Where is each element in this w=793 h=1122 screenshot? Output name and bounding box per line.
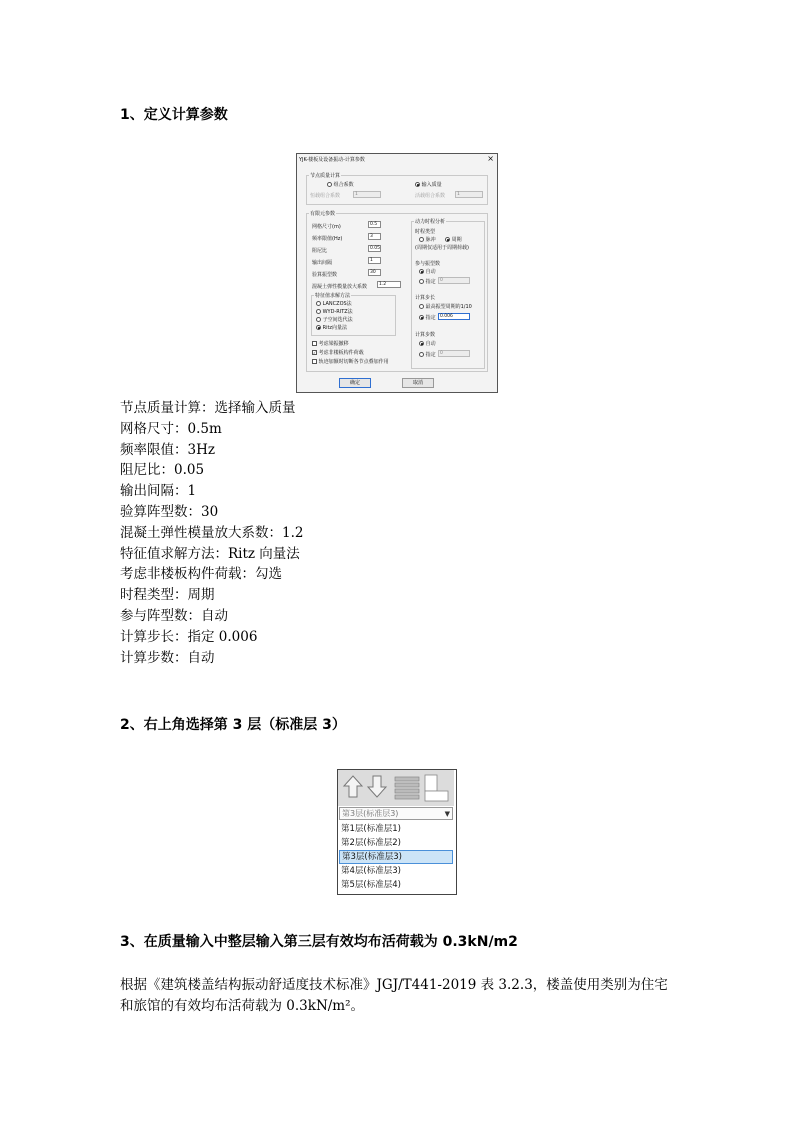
radio-icon xyxy=(316,325,321,330)
param-item: 验算阵型数：30 xyxy=(120,503,219,520)
history-pulse-label: 脉冲 xyxy=(425,237,436,243)
pm-input[interactable]: 0 xyxy=(438,277,470,284)
checkbox-icon xyxy=(312,359,317,364)
pm-spec-label: 指定 xyxy=(425,279,436,285)
beam-check-label: 考虑梁振撤移 xyxy=(318,341,349,347)
concrete-factor-input[interactable]: 1.2 xyxy=(377,281,401,288)
section-1-heading: 1、定义计算参数 xyxy=(120,107,228,123)
option-group-coef[interactable] xyxy=(327,181,354,188)
radio-icon xyxy=(419,315,424,320)
step-spec-option[interactable] xyxy=(419,314,436,321)
radio-icon xyxy=(415,182,420,187)
history-period-label: 周期 xyxy=(451,237,462,243)
option-group-coef-label: 组合系数 xyxy=(333,182,354,188)
param-item: 输出间隔：1 xyxy=(120,483,197,500)
participating-modes-label: 参与振型数 xyxy=(415,261,441,267)
param-item: 特征值求解方法：Ritz 向量法 xyxy=(120,545,300,562)
nonslab-check-label: 考虑非楼板构件荷载 xyxy=(318,350,364,356)
floor-toolbar xyxy=(338,770,454,806)
floor-option[interactable]: 第4层(标准层3) xyxy=(341,866,401,876)
arrow-down-icon[interactable] xyxy=(368,776,386,797)
param-item: 混凝土弹性模量放大系数：1.2 xyxy=(120,524,304,541)
eigen-method-group-label: 特征值求解方法 xyxy=(315,293,351,299)
chevron-down-icon[interactable]: ▼ xyxy=(444,810,450,818)
ok-button[interactable]: 确定 xyxy=(339,378,371,388)
node-check[interactable] xyxy=(312,358,389,365)
history-period-option[interactable] xyxy=(445,236,462,243)
floor-select-value: 第3层(标准层3) xyxy=(342,809,399,818)
steps-spec-label: 指定 xyxy=(425,352,436,358)
step-size-label: 计算步长 xyxy=(415,295,436,301)
history-type-label: 时程类型 xyxy=(415,229,436,235)
dead-coef-input[interactable]: 1 xyxy=(353,191,381,198)
floor-view-icon[interactable] xyxy=(425,775,448,801)
floor-option[interactable]: 第1层(标准层1) xyxy=(341,824,401,834)
eigen-ritz-option[interactable] xyxy=(316,324,347,331)
cancel-button[interactable]: 取消 xyxy=(402,378,434,388)
radio-icon xyxy=(327,182,332,187)
param-list xyxy=(120,398,303,668)
eigen-wyd-ritz-label: WYD-RITZ法 xyxy=(322,309,353,315)
param-item: 阻尼比：0.05 xyxy=(120,462,205,479)
dialog-title: YJK-楼板及设备振动-计算参数 xyxy=(299,157,365,163)
freq-label: 频率限值(Hz) xyxy=(312,236,343,242)
floor-option[interactable]: 第2层(标准层2) xyxy=(341,838,401,848)
floor-option-selected[interactable]: 第3层(标准层3) xyxy=(339,850,453,864)
modes-label: 验算振型数 xyxy=(312,272,338,278)
calc-params-dialog xyxy=(296,153,498,393)
radio-icon xyxy=(419,352,424,357)
body-paragraph: 根据《建筑楼盖结构振动舒适度技术标准》JGJ/T441-2019 表 3.2.3，楼盖使用类别为住宅和旅馆的有效均布活荷载为 0.3kN/m²。 xyxy=(120,977,668,1014)
step-auto-option[interactable] xyxy=(419,303,472,310)
checkmark-icon: ✓ xyxy=(313,350,317,355)
modes-input[interactable]: 30 xyxy=(368,269,381,276)
radio-icon xyxy=(316,301,321,306)
radio-icon xyxy=(419,341,424,346)
dead-coef-label: 恒载组合系数 xyxy=(310,193,341,199)
node-check-label: 轨迹加额时切断各节点叠加作用 xyxy=(318,359,389,365)
nonslab-check[interactable] xyxy=(312,349,364,356)
output-interval-label: 输出间隔 xyxy=(312,260,333,266)
output-interval-input[interactable]: 1 xyxy=(368,257,381,264)
floor-selector-panel xyxy=(337,769,457,895)
fe-params-group-label: 有限元参数 xyxy=(310,211,336,217)
radio-icon xyxy=(316,309,321,314)
step-count-label: 计算步数 xyxy=(415,332,436,338)
dynamic-group-label: 动力时程分析 xyxy=(415,219,446,225)
section-3-heading: 3、在质量输入中整层输入第三层有效均布活荷载为 0.3kN/m2 xyxy=(120,934,518,950)
option-input-mass-label: 输入质量 xyxy=(421,182,442,188)
param-item: 网格尺寸：0.5m xyxy=(120,420,222,437)
floor-option[interactable]: 第5层(标准层4) xyxy=(341,880,401,890)
eigen-ritz-label: Ritz向量法 xyxy=(322,325,348,331)
param-item: 频率限值：3Hz xyxy=(120,441,215,458)
layers-icon[interactable] xyxy=(395,777,419,799)
radio-icon xyxy=(419,279,424,284)
radio-icon xyxy=(316,317,321,322)
floor-select[interactable] xyxy=(339,807,453,820)
eigen-subspace-option[interactable] xyxy=(316,316,353,323)
steps-spec-option[interactable] xyxy=(419,351,436,358)
live-coef-input[interactable]: 1 xyxy=(455,191,483,198)
mesh-label: 网格尺寸(m) xyxy=(312,224,341,230)
radio-icon xyxy=(419,237,424,242)
steps-auto-option[interactable] xyxy=(419,340,436,347)
pm-auto-option[interactable] xyxy=(419,268,436,275)
checkbox-icon xyxy=(312,341,317,346)
eigen-lanczos-label: LANCZOS法 xyxy=(322,301,352,307)
pm-spec-option[interactable] xyxy=(419,278,436,285)
step-auto-label: 最高振型周期的1/10 xyxy=(425,304,472,310)
steps-input[interactable]: 0 xyxy=(438,350,470,357)
radio-icon xyxy=(419,304,424,309)
radio-icon xyxy=(419,269,424,274)
eigen-wyd-ritz-option[interactable] xyxy=(316,308,353,315)
history-pulse-option[interactable] xyxy=(419,236,436,243)
param-item: 时程类型：周期 xyxy=(120,587,215,604)
steps-auto-label: 自动 xyxy=(425,341,436,347)
eigen-subspace-label: 子空间迭代法 xyxy=(322,317,353,323)
radio-icon xyxy=(445,237,450,242)
node-mass-group-label: 节点质量计算 xyxy=(310,173,341,179)
node-mass-group xyxy=(306,175,488,205)
live-coef-label: 活载组合系数 xyxy=(415,193,446,199)
param-item: 节点质量计算：选择输入质量 xyxy=(120,400,296,416)
section-2-heading: 2、右上角选择第 3 层（标准层 3） xyxy=(120,717,346,733)
step-input[interactable]: 0.006 xyxy=(438,313,470,320)
history-note: (周期仅适用于周期荷载) xyxy=(415,245,469,251)
param-item: 计算步数：自动 xyxy=(120,649,215,666)
beam-check[interactable] xyxy=(312,340,349,347)
pm-auto-label: 自动 xyxy=(425,269,436,275)
option-input-mass[interactable] xyxy=(415,181,442,188)
damp-input[interactable]: 0.05 xyxy=(370,246,381,251)
arrow-up-icon[interactable] xyxy=(344,776,362,797)
eigen-lanczos-option[interactable] xyxy=(316,300,352,307)
concrete-factor-label: 混凝土弹性模量放大系数 xyxy=(312,284,368,290)
param-item: 计算步长：指定 0.006 xyxy=(120,628,258,645)
param-item: 考虑非楼板构件荷载：勾选 xyxy=(120,566,282,583)
damp-label: 阻尼比 xyxy=(312,248,328,254)
close-icon[interactable]: × xyxy=(487,154,494,163)
freq-input[interactable]: 3 xyxy=(368,233,381,240)
param-item: 参与阵型数：自动 xyxy=(120,607,228,624)
mesh-input[interactable]: 0.5 xyxy=(368,221,381,228)
step-spec-label: 指定 xyxy=(425,315,436,321)
floor-options xyxy=(339,822,453,892)
